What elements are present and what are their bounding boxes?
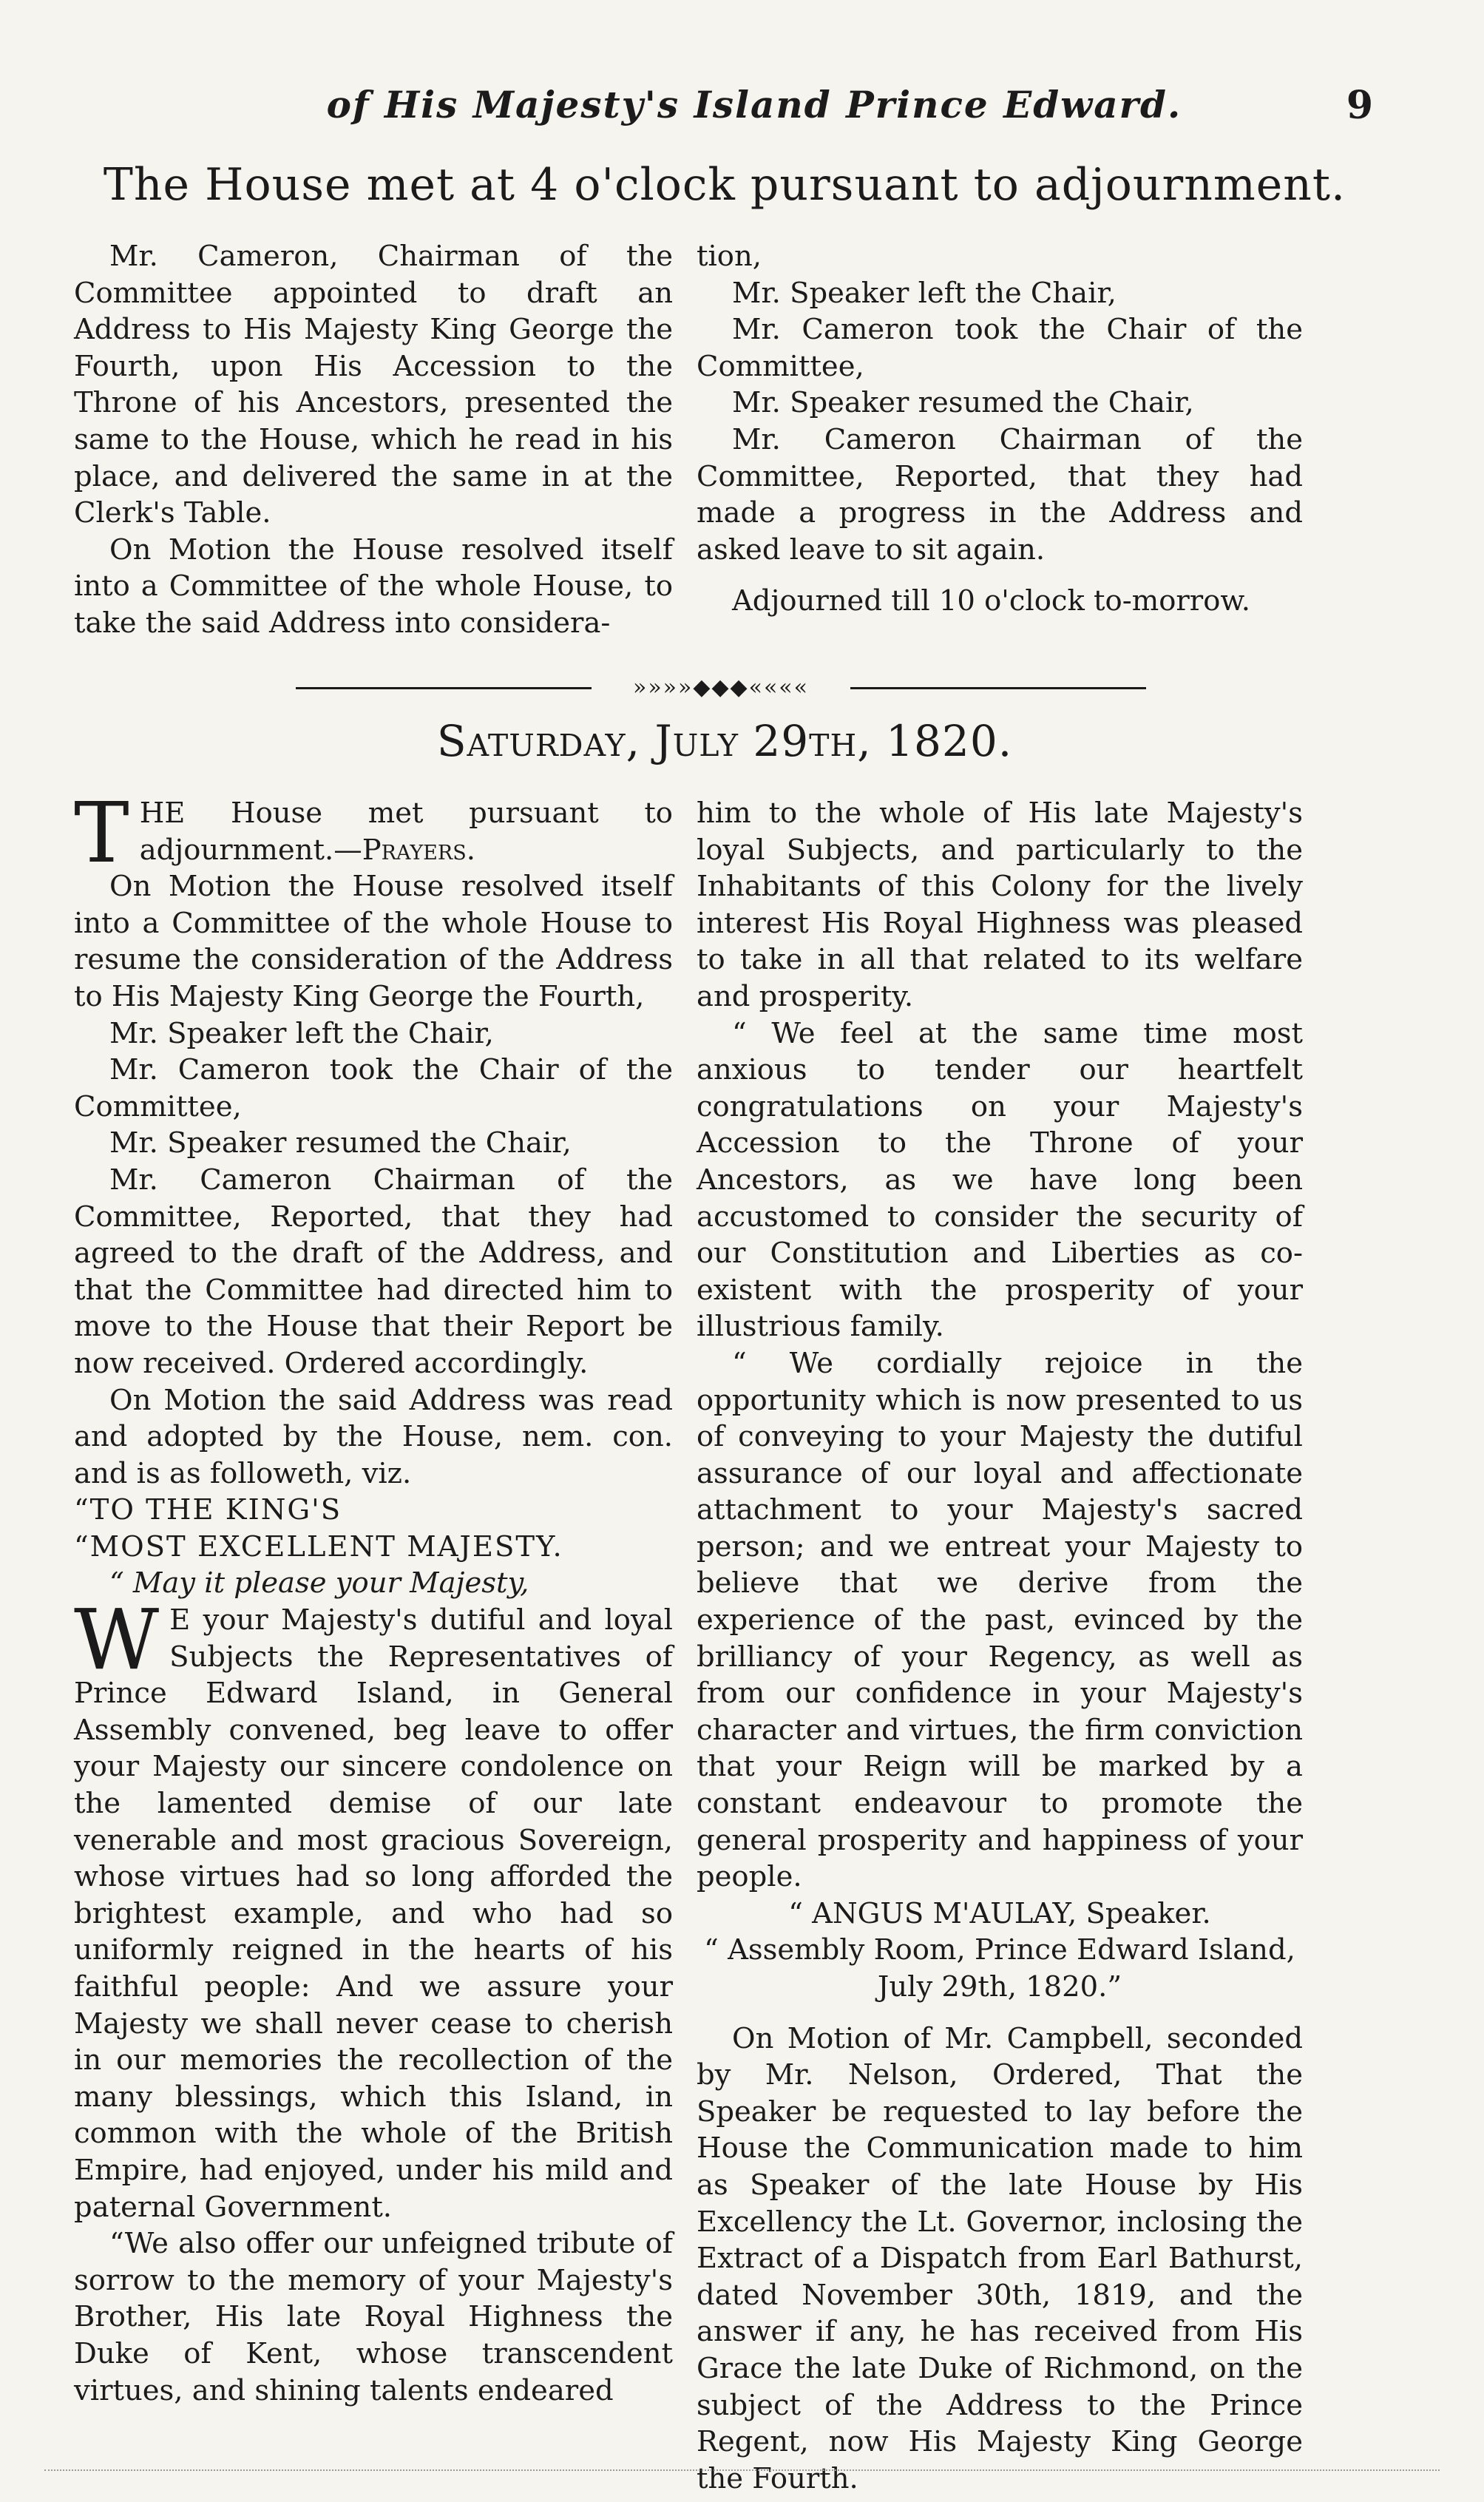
session-heading: The House met at 4 o'clock pursuant to adjournment. — [103, 159, 1346, 211]
paragraph: “ We feel at the same time most anxious to tender our heartfelt congratulations on your Majesty's Accession to the Throne of your Ancestors, as we have long been accustomed to consider the security of our Constitution and Liberties as co-existent with the prosperity of your illustrious family. — [697, 1016, 1303, 1344]
paragraph: Mr. Cameron took the Chair of the Committee, — [74, 1053, 673, 1123]
section1-right-column — [697, 238, 1303, 620]
signature-place-date: “ Assembly Room, Prince Edward Island, July 29th, 1820.” — [704, 1933, 1295, 2004]
section1-left-column — [74, 238, 673, 642]
signature-line: “ ANGUS M'AULAY, Speaker. — [788, 1896, 1211, 1930]
paragraph: Mr. Speaker resumed the Chair, — [109, 1126, 572, 1160]
address-title: “TO THE KING'S — [74, 1493, 342, 1527]
page-number: 9 — [1346, 83, 1373, 128]
opening-text: HE House met pursuant to adjournment.— — [139, 797, 673, 867]
paragraph: “ We cordially rejoice in the opportunity which is now presented to us of conveying to your Majesty the dutiful assurance of our loyal and affectionate attachment to your Majesty's sacred person; and we entreat your Majesty to believe that we derive from the experience of the past, evinced by the brilliancy of your Regency, as well as from our confidence in your Majesty's character and virtues, the firm conviction that your Reign will be marked by a constant endeavour to promote the general prosperity and happiness of your people. — [697, 1346, 1303, 1894]
paragraph: “We also offer our unfeigned tribute of sorrow to the memory of your Majesty's Brother, His late Royal Highness the Duke of Kent, whose transcendent virtues, and shining talents endeared — [74, 2227, 673, 2407]
paragraph: tion, — [697, 240, 762, 273]
paragraph: On Motion the House resolved itself into a Committee of the whole House, to take the said Address into considera- — [74, 532, 673, 640]
adjournment-line: Adjourned till 10 o'clock to-morrow. — [732, 584, 1251, 618]
paragraph: him to the whole of His late Majesty's loyal Subjects, and particularly to the Inhabitants of this Colony for the lively interest His Royal Highness was pleased to take in all that related to its welfare and prosperity. — [697, 797, 1303, 1013]
paragraph: Mr. Cameron Chairman of the Committee, Reported, that they had agreed to the draft of the Address, and that the Committee had directed him to move to the House that their Report be now received. Ordered accordingly. — [74, 1163, 673, 1380]
paragraph: On Motion the House resolved itself into a Committee of the whole House to resume the consideration of the Address to His Majesty King George the Fourth, — [74, 870, 673, 1013]
opening-paragraph — [74, 785, 673, 882]
paragraph: On Motion the said Address was read and adopted by the House, nem. con. and is as followeth, viz. — [74, 1383, 673, 1490]
bottom-edge-rule — [44, 2469, 1440, 2472]
paragraph: Mr. Speaker left the Chair, — [732, 276, 1117, 310]
running-head: of His Majesty's Island Prince Edward. — [326, 83, 1182, 126]
ornamental-divider — [296, 673, 1146, 703]
salutation: “ May it please your Majesty, — [109, 1566, 529, 1600]
drop-cap: T — [74, 785, 129, 882]
page-header — [89, 83, 1440, 149]
paragraph: Mr. Cameron Chairman of the Committee, Reported, that they had made a progress in the Address and asked leave to sit again. — [697, 422, 1303, 567]
paragraph: Mr. Speaker resumed the Chair, — [732, 386, 1194, 420]
date-heading: Saturday, July 29th, 1820. — [436, 716, 1013, 766]
section2-right-column — [697, 795, 1303, 2497]
divider-line-left — [296, 687, 592, 689]
paragraph: Mr. Speaker left the Chair, — [109, 1016, 494, 1050]
address-title: “MOST EXCELLENT MAJESTY. — [74, 1529, 563, 1563]
address-text: E your Majesty's dutiful and loyal Subjects the Representatives of Prince Edward Island, in General Assembly convened, beg leave to offer your Majesty our sincere condolence on the lamented demise of our late venerable and most gracious Sovereign, whose virtues had so long afforded the brightest example, and who had so uniformly reigned in the hearts of his faithful people: And we assure your Majesty we shall never cease to cherish in our memories the recollection of the many blessings, which this Island, in common with the whole of the British Empire, had enjoyed, under his mild and paternal Government. — [74, 1603, 673, 2224]
divider-line-right — [850, 687, 1146, 689]
section2-left-column — [74, 785, 673, 2409]
divider-ornament-icon: »»»»◆◆◆«««« — [632, 674, 810, 700]
prayers-text: Prayers. — [362, 833, 475, 867]
paragraph: Mr. Cameron, Chairman of the Committee appointed to draft an Address to His Majesty King George the Fourth, upon His Accession to the Throne of his Ancestors, presented the same to the House, which he read in his place, and delivered the same in at the Clerk's Table. — [74, 240, 673, 530]
drop-cap: W — [74, 1592, 160, 1689]
paragraph: Mr. Cameron took the Chair of the Committee, — [697, 313, 1303, 383]
address-paragraph — [74, 1592, 673, 2225]
paragraph: On Motion of Mr. Campbell, seconded by Mr. Nelson, Ordered, That the Speaker be requested to lay before the House the Communication made to him as Speaker of the late House by His Excellency the Lt. Governor, inclosing the Extract of a Dispatch from Earl Bathurst, dated November 30th, 1819, and the answer if any, he has received from His Grace the late Duke of Richmond, on the subject of the Address to the Prince Regent, now His Majesty King George the Fourth. — [697, 2021, 1303, 2495]
